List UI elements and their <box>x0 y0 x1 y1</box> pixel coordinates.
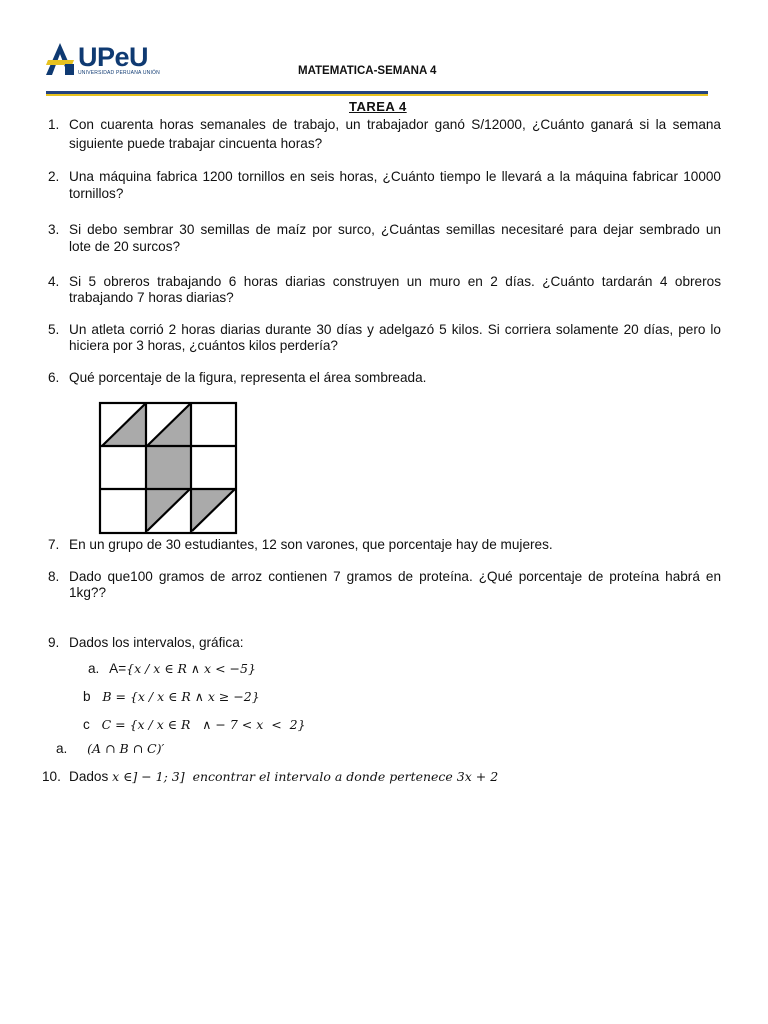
question-text-line1: En un grupo de 30 estudiantes, 12 son varones, que porcentaje hay de mujeres. <box>69 537 553 552</box>
logo-subtitle: UNIVERSIDAD PERUANA UNIÓN <box>78 70 160 76</box>
question-number: 10. <box>42 769 61 784</box>
assignment-title: TAREA 4 <box>349 99 407 114</box>
question-number: 4. <box>48 274 60 289</box>
question-number: 3. <box>48 222 60 237</box>
question-text-line2: trabajando 7 horas diarias? <box>69 290 234 305</box>
question-number: 5. <box>48 322 60 337</box>
interval-label: c <box>83 717 90 732</box>
question-text-line1: Una máquina fabrica 1200 tornillos en seis horas, ¿Cuánto tiempo le llevará a la máquina fabricar 10000 <box>69 169 721 184</box>
question-text-line1: Qué porcentaje de la figura, representa el área sombreada. <box>69 370 427 385</box>
operation-expression: (A ∩ B ∩ C)′ <box>87 741 165 756</box>
question-number: 1. <box>48 117 60 132</box>
question-text-line1: Si debo sembrar 30 semillas de maíz por surco, ¿Cuántas semillas necesitaré para dejar sembrado un <box>69 222 721 237</box>
interval-label: a. <box>88 661 100 676</box>
interval-b <box>83 689 260 704</box>
question-prefix: Dados <box>69 769 109 784</box>
question-number: 2. <box>48 169 60 184</box>
question-text-line1: Un atleta corrió 2 horas diarias durante 30 días y adelgazó 5 kilos. Si corriera solamente 20 días, pero lo <box>69 322 721 337</box>
question-text-line2: 1kg?? <box>69 585 107 600</box>
shaded-square <box>147 446 190 489</box>
shaded-area-figure <box>96 400 240 536</box>
logo-text: UPeU <box>78 42 149 72</box>
question-text-line2: hiciera por 3 horas, ¿cuántos kilos perdería? <box>69 338 338 353</box>
question-text-line1: Con cuarenta horas semanales de trabajo, un trabajador ganó S/12000, ¿Cuánto ganará si la semana <box>69 117 721 132</box>
interval-label: b <box>83 689 91 704</box>
interval-a <box>88 661 256 676</box>
upeu-logo-icon <box>44 42 76 78</box>
question-text-line1: Dado que100 gramos de arroz contienen 7 gramos de proteína. ¿Qué porcentaje de proteína habrá en <box>69 569 721 584</box>
interval-expression: {x / x ∈ R ∧ x < −5} <box>126 661 256 676</box>
question-text-line1: Dados los intervalos, gráfica: <box>69 635 244 650</box>
question-text-line2: siguiente puede trabajar cincuenta horas? <box>69 136 323 151</box>
question-number: 6. <box>48 370 60 385</box>
question-text-line1: Si 5 obreros trabajando 6 horas diarias construyen un muro en 2 días. ¿Cuánto tardarán 4 obreros <box>69 274 721 289</box>
question-math: x ∈] − 1; 3] encontrar el intervalo a donde pertenece 3x + 2 <box>112 769 499 784</box>
question-number: 8. <box>48 569 60 584</box>
page-header-title: MATEMATICA-SEMANA 4 <box>298 65 437 77</box>
question-number: 9. <box>48 635 60 650</box>
interval-prefix: A= <box>109 661 127 676</box>
interval-expression: B = {x / x ∈ R ∧ x ≥ −2} <box>102 689 260 704</box>
upeu-logo <box>44 42 174 78</box>
question-number: 7. <box>48 537 60 552</box>
header-rule-yellow <box>46 94 708 96</box>
interval-c <box>83 717 306 732</box>
question-text-line1 <box>69 768 721 785</box>
interval-expression: C = {x / x ∈ R ∧ − 7 < x < 2} <box>101 717 306 732</box>
question-text-line2: lote de 20 surcos? <box>69 239 181 254</box>
question-text-line2: tornillos? <box>69 186 124 201</box>
operation-label: a. <box>56 741 68 756</box>
set-operation <box>56 741 164 756</box>
